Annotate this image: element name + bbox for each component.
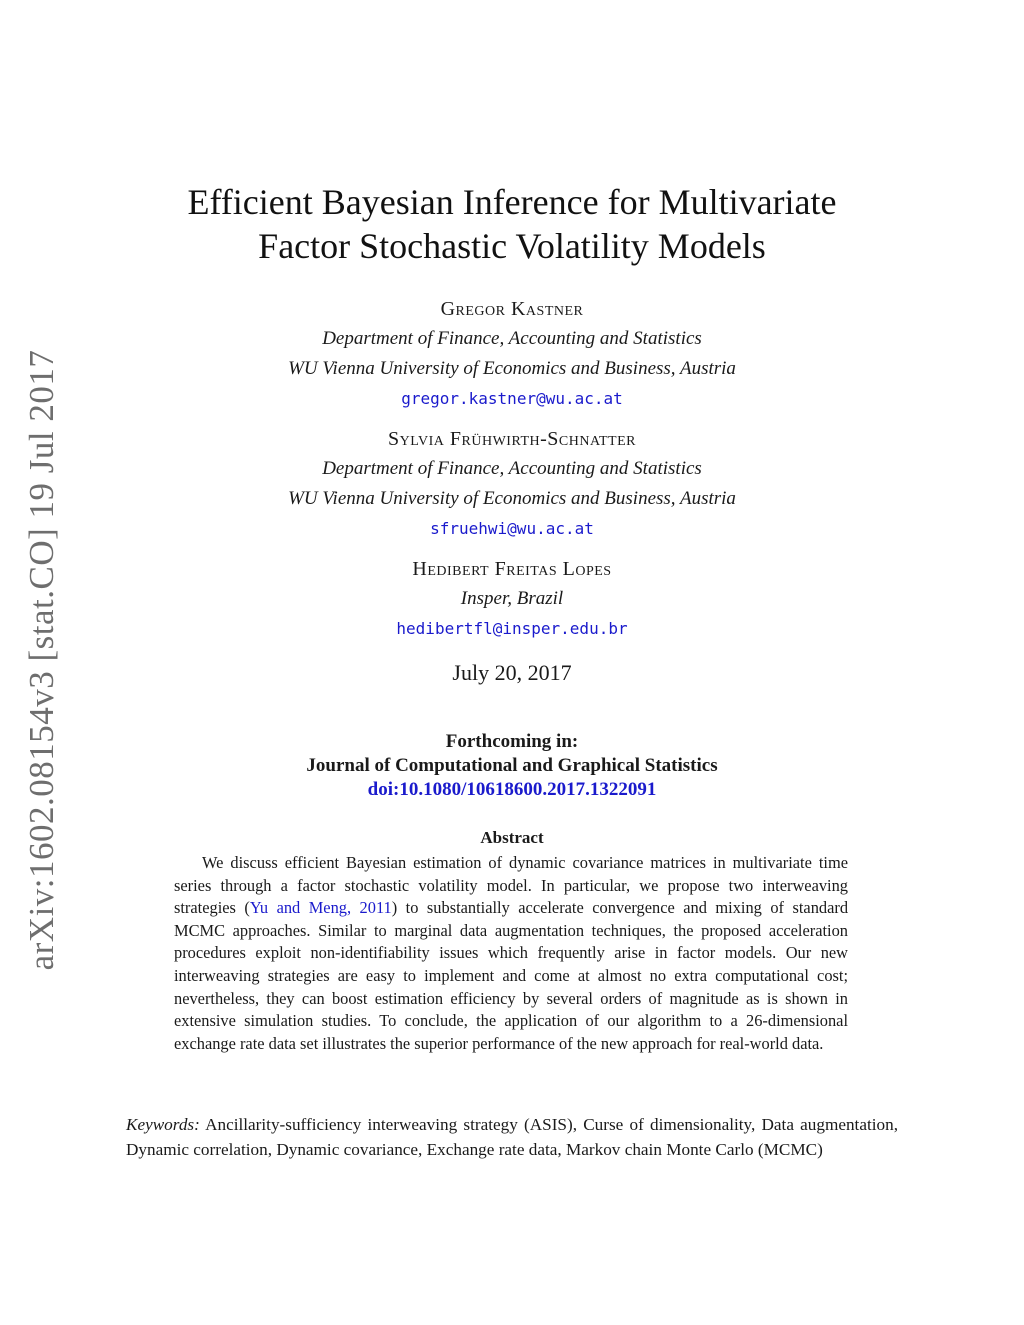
publication-date: July 20, 2017 xyxy=(452,660,572,685)
author-email-link[interactable]: hedibertfl@insper.edu.br xyxy=(396,619,628,638)
title-line-2: Factor Stochastic Volatility Models xyxy=(258,226,766,266)
author-name: Sylvia Frühwirth-Schnatter xyxy=(388,428,636,450)
doi-link[interactable]: doi:10.1080/10618600.2017.1322091 xyxy=(367,779,657,800)
keywords-block xyxy=(126,1113,898,1162)
author-block-1 xyxy=(0,294,1024,414)
author-institution: WU Vienna University of Economics and Business, Austria xyxy=(288,488,736,509)
keywords-label: Keywords: xyxy=(126,1115,200,1134)
author-institution: WU Vienna University of Economics and Business, Austria xyxy=(288,358,736,379)
author-block-3 xyxy=(0,554,1024,644)
abstract-heading: Abstract xyxy=(480,828,544,847)
forthcoming-label: Forthcoming in: xyxy=(445,731,579,752)
author-institution: Insper, Brazil xyxy=(460,588,564,609)
abstract-body xyxy=(174,852,848,1055)
abstract-text-part-2: ) to substantially accelerate convergence and mixing of standard MCMC approaches. Similar to marginal data augmentation techniques, the proposed acceleration procedures exploit non-identifiability issues which frequently arise in factor models. Our new interweaving strategies are easy to implement and come at almost no extra computational cost; nevertheless, they can boost estimation efficiency by several orders of magnitude as is shown in extensive simulation studies. To conclude, the application of our algorithm to a 26-dimensional exchange rate data set illustrates the superior performance of the new approach for real-world data. xyxy=(174,898,849,1053)
journal-name: Journal of Computational and Graphical Statistics xyxy=(306,755,718,776)
author-name: Gregor Kastner xyxy=(440,298,584,320)
citation-link[interactable]: Yu and Meng, 2011 xyxy=(249,898,392,918)
author-name: Hedibert Freitas Lopes xyxy=(412,558,612,580)
forthcoming-block xyxy=(0,730,1024,802)
title-line-1: Efficient Bayesian Inference for Multivariate xyxy=(187,182,837,222)
paper-title xyxy=(0,180,1024,268)
author-email-link[interactable]: sfruehwi@wu.ac.at xyxy=(430,519,594,538)
author-email-link[interactable]: gregor.kastner@wu.ac.at xyxy=(401,389,623,408)
author-block-2 xyxy=(0,424,1024,544)
abstract-text-part-1: We discuss efficient Bayesian estimation of dynamic covariance matrices in multivariate time series through a factor stochastic volatility model. In particular, we propose two interweaving strategies ( xyxy=(174,853,848,918)
arxiv-identifier-stamp: arXiv:1602.08154v3 [stat.CO] 19 Jul 2017 xyxy=(22,349,61,971)
author-department: Department of Finance, Accounting and Statistics xyxy=(322,458,702,479)
keywords-text: Ancillarity-sufficiency interweaving strategy (ASIS), Curse of dimensionality, Data augmentation, Dynamic correlation, Dynamic covariance, Exchange rate data, Markov chain Monte Carlo (MCMC) xyxy=(126,1115,898,1159)
author-department: Department of Finance, Accounting and Statistics xyxy=(322,328,702,349)
